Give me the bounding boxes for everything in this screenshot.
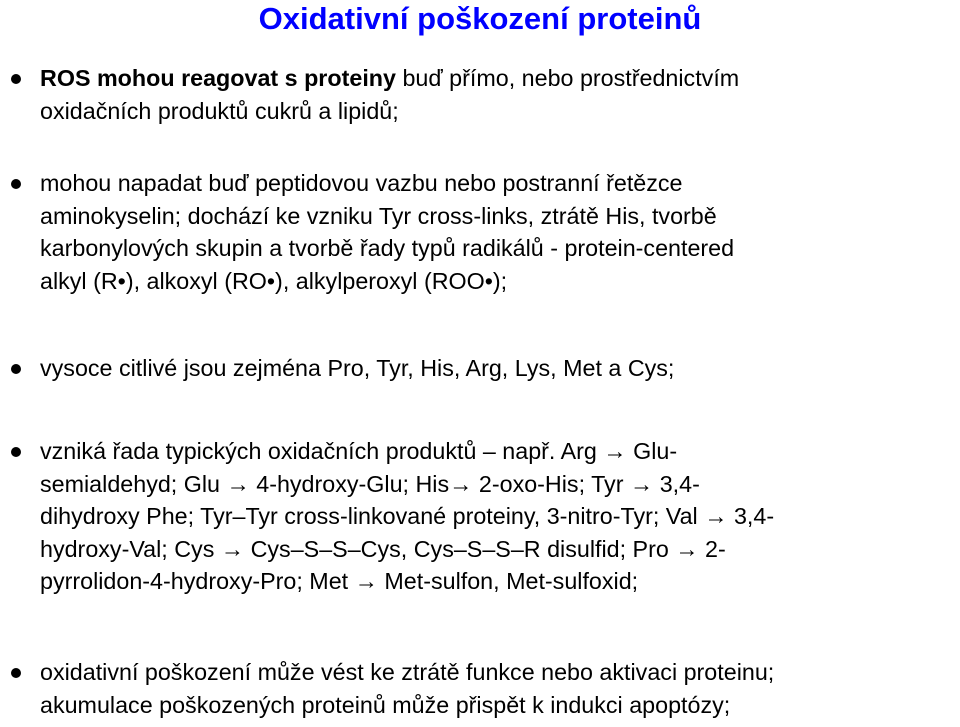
bullet-line (40, 265, 958, 298)
bullet-line (40, 565, 958, 598)
bold-text: ROS mohou reagovat s proteiny (40, 65, 396, 91)
page-title: Oxidativní poškození proteinů (258, 1, 702, 36)
bullet-text (40, 62, 958, 127)
bullet-text (40, 435, 958, 598)
bullet-text (40, 352, 958, 385)
plain-text: pyrrolidon-4-hydroxy-Pro; Met → Met-sulfon, Met-sulfoxid; (40, 568, 639, 595)
bullet-line (40, 468, 958, 501)
plain-text: alkyl (R•), alkoxyl (RO•), alkylperoxyl (ROO•); (40, 267, 508, 294)
plain-text: mohou napadat buď peptidovou vazbu nebo postranní řetězce (40, 170, 683, 196)
bullet-line (40, 167, 958, 200)
plain-text: akumulace poškozených proteinů může přispět k indukci apoptózy; (40, 691, 731, 718)
bullet-line (40, 352, 958, 385)
bullet-line (40, 435, 958, 468)
bullet-icon (11, 74, 21, 84)
plain-text: oxidativní poškození může vést ke ztrátě funkce nebo aktivaci proteinu; (40, 659, 775, 685)
plain-text: dihydroxy Phe; Tyr–Tyr cross-linkované proteiny, 3-nitro-Tyr; Val → 3,4- (40, 503, 775, 530)
bullet-line (40, 500, 958, 533)
bullet-icon (11, 364, 21, 374)
bullet-line (40, 200, 958, 233)
bullet-line (40, 232, 958, 265)
bullet-icon (11, 447, 21, 457)
plain-text: aminokyselin; dochází ke vzniku Tyr cross-links, ztrátě His, tvorbě (40, 202, 717, 229)
bullet-text (40, 167, 958, 297)
bullet-icon (11, 179, 21, 189)
bullet-line (40, 95, 958, 128)
bullet-line (40, 656, 958, 689)
bullet-line (40, 62, 958, 95)
plain-text: buď přímo, nebo prostřednictvím (395, 65, 740, 91)
plain-text: karbonylových skupin a tvorbě řady typů radikálů - protein-centered (40, 235, 735, 262)
bullet-text (40, 656, 958, 721)
plain-text: hydroxy-Val; Cys → Cys–S–S–Cys, Cys–S–S–R disulfid; Pro → 2- (40, 535, 726, 562)
bullet-line (40, 533, 958, 566)
bullet-line (40, 689, 958, 722)
plain-text: oxidačních produktů cukrů a lipidů; (40, 97, 399, 124)
bullet-icon (11, 668, 21, 678)
plain-text: vysoce citlivé jsou zejména Pro, Tyr, His, Arg, Lys, Met a Cys; (40, 355, 675, 381)
plain-text: vzniká řada typických oxidačních produktů – např. Arg → Glu- (40, 438, 678, 464)
plain-text: semialdehyd; Glu → 4-hydroxy-Glu; His→ 2-oxo-His; Tyr → 3,4- (40, 470, 700, 497)
